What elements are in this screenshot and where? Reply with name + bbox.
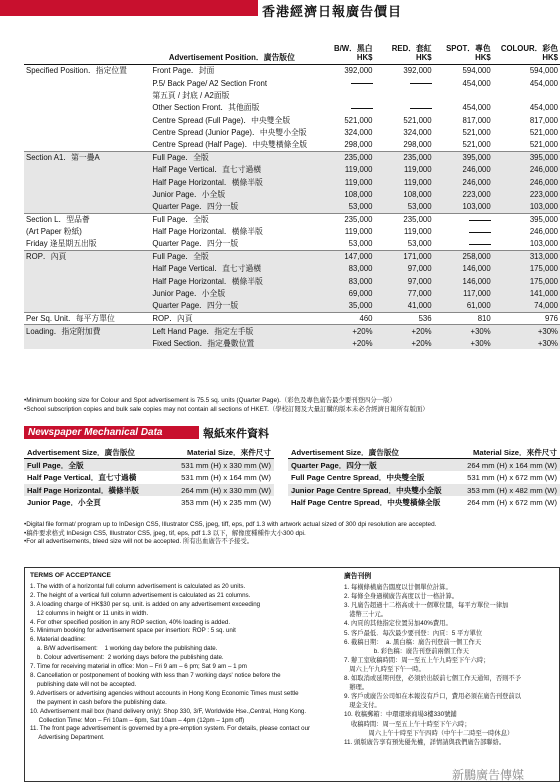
rate-cell-bw: 83,000 (313, 263, 374, 275)
rate-cell-pos: Full Page．全版 (150, 151, 313, 163)
rate-cell-bw: 53,000 (348, 239, 373, 249)
rate-cell-spot: 395,000 (434, 151, 493, 163)
dash-mark (469, 244, 491, 245)
rate-cell-pos: P.5/ Back Page/ A2 Section Front (152, 78, 268, 88)
dash-mark (351, 108, 373, 109)
rate-cell-colour: 175,000 (493, 275, 560, 287)
rate-cell-spot: 810 (434, 312, 493, 324)
terms-zh-item: 11. 頭版廣告享有預先優先權，詳情請與我們廣告部聯絡。 (344, 738, 506, 746)
mechanical-notes (24, 521, 436, 547)
mech-material: 264 mm (H) x 164 mm (W) (457, 459, 560, 472)
note-line: •稿件要求格式 InDesign CS5, Illustrator CS5, jpeg, tif, eps, pdf 1.3 以下，解像度種種件大小300 dpi. (24, 529, 306, 537)
rate-cell-colour: 103,000 (529, 239, 558, 249)
rate-cell-pos: Junior Page．小全版 (150, 288, 313, 300)
rate-cell-spot: 146,000 (434, 263, 493, 275)
rate-cell-pos: Fixed Section．指定疊數位置 (150, 337, 313, 349)
rate-cell-spot: 223,000 (434, 188, 493, 200)
rate-table-body (24, 65, 560, 350)
terms-zh-item: 8. 如取消或延期刊登，必須於出版前七個工作天通知，否則不予 (344, 675, 522, 683)
terms-zh-item: 4. 內頁的其他指定位置另加40%費用。 (344, 620, 452, 628)
rate-cell-spot: 594,000 (434, 65, 493, 77)
rate-row (24, 176, 560, 188)
watermark: 新鵬廣告傳媒 (452, 768, 525, 782)
rate-cell-spot (434, 89, 493, 101)
rate-cell-bw: 35,000 (313, 300, 374, 312)
terms-item: 6. Material deadline: (30, 636, 86, 644)
rate-cell-bw: 119,000 (313, 164, 374, 176)
rate-row (24, 102, 560, 114)
rate-cell-section: Section L．型品薈 (24, 213, 150, 225)
rate-table-header (24, 44, 560, 65)
rate-row (24, 325, 560, 337)
rate-cell-pos: Quarter Page．四分一版 (150, 300, 313, 312)
rate-row (24, 288, 560, 300)
rate-cell-section (24, 139, 150, 151)
rate-cell-red: 41,000 (375, 300, 434, 312)
header-spot: SPOT．專色 HK$ (434, 44, 493, 65)
rate-cell-red: 392,000 (375, 65, 434, 77)
terms-zh-item: 6. 截稿日期： a. 黑白稿：廣告刊登前一個工作天 (344, 638, 482, 646)
rate-cell-colour: 246,000 (529, 227, 558, 237)
rate-cell-colour: 521,000 (529, 128, 558, 138)
rate-cell-pos: Other Section Front．其他面版 (152, 103, 260, 113)
header-colour: COLOUR．彩色 HK$ (493, 44, 560, 65)
rate-cell-bw: 69,000 (313, 288, 374, 300)
rate-cell-bw: +20% (313, 337, 374, 349)
rate-notes (24, 397, 429, 414)
terms-item: publishing date will not be accepted. (30, 680, 137, 688)
rate-cell-red: 324,000 (403, 128, 432, 138)
rate-row (24, 164, 560, 176)
terms-item: 4. For other specified position in any ROP section, 40% loading is added. (30, 618, 231, 626)
rate-cell-colour: 223,000 (493, 188, 560, 200)
rate-cell-bw: 521,000 (344, 115, 373, 125)
terms-zh-item: 辦理。 (344, 684, 369, 692)
rate-cell-pos: Quarter Page．四分一版 (150, 201, 313, 213)
rate-cell-colour (493, 89, 560, 101)
rate-cell-red: 298,000 (403, 140, 432, 150)
mechanical-table-left (24, 446, 274, 509)
rate-cell-spot: 246,000 (434, 176, 493, 188)
note-line: •School subscription copies and bulk sale copies may not contain all sections of HKET.（學校訂閱及大量訂購的版本未必含經濟日報所有版面） (24, 405, 429, 413)
rate-cell-pos: Half Page Horizontal．橫條半版 (152, 227, 263, 237)
terms-zh-item: 港幣三十元。 (344, 611, 388, 619)
rate-cell-bw: 119,000 (313, 176, 374, 188)
rate-cell-bw: 83,000 (313, 275, 374, 287)
rate-cell-pos: Half Page Vertical．直七寸過橫 (150, 164, 313, 176)
mech-size: Half Page Vertical．直七寸過橫 (27, 472, 137, 482)
rate-cell-section (24, 300, 150, 312)
rate-cell-bw: 298,000 (344, 140, 373, 150)
rate-cell-colour: 246,000 (493, 176, 560, 188)
rate-cell-bw: 108,000 (313, 188, 374, 200)
rate-cell-pos: Half Page Horizontal．橫條半版 (150, 275, 313, 287)
mech-row (24, 496, 274, 509)
mech-size: Junior Page Centre Spread．中央雙小全版 (288, 484, 457, 497)
rate-cell-pos: Junior Page．小全版 (150, 188, 313, 200)
rate-cell-spot: 258,000 (434, 250, 493, 262)
rate-cell-pos: Centre Spread (Full Page)．中央雙全版 (152, 115, 291, 125)
rate-row (24, 250, 560, 262)
rate-row (24, 65, 560, 77)
note-line: •Digital file format/ program up to InDesign CS5, Illustrator CS5, jpeg, tiff, eps, pdf 1.3 with artwork actual sized of 300 dpi resolution are accepted. (24, 521, 437, 528)
rate-cell-pos: Half Page Horizontal．橫條半版 (150, 176, 313, 188)
rate-cell-red: 53,000 (375, 201, 434, 213)
rate-cell-red: 53,000 (407, 239, 432, 249)
rate-cell-colour: 454,000 (529, 78, 558, 88)
rate-row (24, 337, 560, 349)
rate-cell-red: 536 (375, 312, 434, 324)
terms-item: 1. The width of a horizontal full column advertisement is calculated as 20 units. (30, 582, 246, 590)
rate-cell-section (24, 201, 150, 213)
terms-zh-title: 廣告刊例 (344, 573, 372, 580)
rate-cell-section (24, 188, 150, 200)
rate-row (24, 126, 560, 138)
rate-cell-colour: 395,000 (493, 213, 560, 225)
rate-row (24, 188, 560, 200)
mech-size: Junior Page．小全頁 (27, 498, 101, 508)
rate-cell-red: 235,000 (375, 213, 434, 225)
rate-cell-red (375, 77, 434, 89)
rate-row (24, 300, 560, 312)
rate-cell-section: ROP．內頁 (24, 250, 150, 262)
rate-row (24, 139, 560, 151)
rate-cell-pos: 第五頁 / 封底 / A2面版 (152, 90, 230, 100)
rate-cell-spot: 246,000 (434, 164, 493, 176)
terms-item: 9. Advertisers or advertising agencies without accounts in Hong Kong Economic Times must settle (30, 689, 299, 697)
rate-cell-bw: 235,000 (313, 213, 374, 225)
rate-cell-spot: 521,000 (462, 128, 491, 138)
rate-cell-red: 77,000 (375, 288, 434, 300)
terms-item: 10. Advertisement mail box (hand delivery only): Shop 330, 3/F, Worldwide Hse.,Central, Hong Kong. (30, 707, 307, 715)
rate-cell-bw: 460 (313, 312, 374, 324)
rate-cell-bw: 235,000 (313, 151, 374, 163)
mech-size: Full Page Centre Spread．中央雙全版 (291, 472, 425, 482)
terms-zh-item: 周六上午九時至下午一時。 (344, 665, 425, 673)
rate-cell-section (24, 114, 150, 126)
rate-cell-section: (Art Paper 粉紙) (26, 227, 82, 237)
dash-mark (410, 108, 432, 109)
terms-item: 5. Minimum booking for advertisement space per insertion: ROP : 5 sq. unit (30, 627, 236, 635)
rate-cell-section (24, 263, 150, 275)
rate-cell-spot (434, 238, 493, 250)
rate-cell-section: Specified Position．指定位置 (24, 65, 150, 77)
terms-item: a. B/W advertisement: 1 working day before the publishing date. (30, 645, 218, 653)
rate-cell-section: Friday 逢星期五出版 (26, 239, 97, 249)
mech-row (288, 496, 560, 509)
rate-cell-bw: 119,000 (344, 227, 373, 237)
mech-header-material: Material Size．來件尺寸 (162, 446, 274, 459)
rate-cell-section: Per Sq. Unit．每平方單位 (24, 312, 150, 324)
rate-cell-pos: ROP．內頁 (150, 312, 313, 324)
terms-item: 12 columns in height or 11 units in width. (30, 609, 149, 617)
note-line: •For all advertisements, bleed size will not be accepted. 所有出血廣告不予接受。 (24, 538, 254, 546)
rate-cell-section (24, 102, 150, 114)
rate-cell-bw: 53,000 (313, 201, 374, 213)
rate-cell-spot: 61,000 (434, 300, 493, 312)
rate-cell-spot: 521,000 (462, 140, 491, 150)
rate-cell-spot: +30% (434, 337, 493, 349)
rate-row (24, 312, 560, 324)
header-bw: B/W．黑白 HK$ (313, 44, 374, 65)
dash-mark (410, 83, 432, 84)
rate-cell-section (24, 288, 150, 300)
rate-cell-colour: 313,000 (493, 250, 560, 262)
mech-header-size: Advertisement Size．廣告版位 (288, 446, 457, 459)
rate-cell-red: +20% (375, 337, 434, 349)
terms-zh-item: b. 彩色稿：廣告刊登前兩個工作天 (344, 647, 469, 655)
mech-material: 353 mm (H) x 482 mm (W) (457, 484, 560, 497)
rate-cell-pos: Centre Spread (Junior Page)．中央雙小全版 (152, 128, 307, 138)
rate-cell-colour: 976 (493, 312, 560, 324)
rate-row (24, 263, 560, 275)
rate-row (24, 89, 560, 101)
terms-item: the payment in cash before the publishing date. (30, 698, 167, 706)
rate-row (24, 226, 560, 238)
rate-cell-colour: 817,000 (529, 115, 558, 125)
rate-cell-colour: 246,000 (493, 164, 560, 176)
rate-cell-colour: 103,000 (493, 201, 560, 213)
rate-cell-red: +20% (375, 325, 434, 337)
terms-item: Collection Time: Mon – Fri 10am – 6pm, Sat 10am – 4pm (12pm – 1pm off) (30, 716, 245, 724)
rate-cell-section (24, 337, 150, 349)
rate-cell-red: 97,000 (375, 275, 434, 287)
terms-zh-item: 現金支付。 (344, 702, 381, 710)
rate-cell-spot: +30% (434, 325, 493, 337)
rate-cell-red: 119,000 (375, 164, 434, 176)
rate-cell-colour: 175,000 (493, 263, 560, 275)
mech-row (24, 484, 274, 497)
rate-cell-pos: Half Page Vertical．直七寸過橫 (150, 263, 313, 275)
rate-cell-bw (313, 89, 374, 101)
rate-cell-red: 235,000 (375, 151, 434, 163)
rate-cell-section (24, 126, 150, 138)
rate-cell-pos: Full Page．全版 (150, 250, 313, 262)
mech-size: Half Page Horizontal．橫條半版 (24, 484, 162, 497)
rate-cell-red (375, 102, 434, 114)
dash-mark (351, 83, 373, 84)
terms-item: Advertising Department. (30, 734, 105, 742)
rate-cell-pos: Front Page．封面 (150, 65, 313, 77)
rate-cell-spot: 146,000 (434, 275, 493, 287)
rate-cell-bw (313, 77, 374, 89)
terms-en (30, 572, 330, 743)
terms-zh-item: 收稿時間：周一至五上午十時至下午六時； (344, 720, 471, 728)
rate-cell-red (375, 89, 434, 101)
rate-row (24, 213, 560, 225)
mech-size: Quarter Page．四分一版 (288, 459, 457, 472)
rate-cell-section: Section A1．第一疊A (24, 151, 150, 163)
terms-zh-item: 1. 每橫條橫廣告闊度以廿個單位計算。 (344, 584, 452, 592)
mech-size: Half Page Centre Spread．中央雙橫條全版 (291, 498, 441, 508)
terms-item: 2. The height of a vertical full column advertisement is calculated as 21 columns. (30, 591, 251, 599)
mech-row (288, 484, 560, 497)
rate-cell-red: 521,000 (403, 115, 432, 125)
rate-cell-section (24, 77, 150, 89)
rate-cell-red: 97,000 (375, 263, 434, 275)
rate-cell-pos: Centre Spread (Half Page)．中央雙橫條全版 (152, 140, 308, 150)
mech-row (24, 459, 274, 472)
terms-zh-item: 周六上午十時至下午四時（中午十二時至一時休息） (344, 729, 514, 737)
rate-cell-section (24, 275, 150, 287)
rate-cell-bw: 392,000 (313, 65, 374, 77)
rate-cell-red: 108,000 (375, 188, 434, 200)
rate-cell-red: 119,000 (404, 227, 432, 237)
rate-cell-colour: 521,000 (529, 140, 558, 150)
mech-row (24, 471, 274, 484)
mech-material: 353 mm (H) x 235 mm (W) (181, 498, 271, 508)
mechanical-title-en: Newspaper Mechanical Data (24, 426, 199, 439)
dash-mark (469, 232, 491, 233)
mech-row (288, 459, 560, 472)
mech-material: 531 mm (H) x 672 mm (W) (467, 472, 557, 482)
terms-zh (344, 572, 556, 747)
rate-cell-bw (313, 102, 374, 114)
rate-cell-section (24, 176, 150, 188)
rate-cell-bw: 147,000 (313, 250, 374, 262)
mech-material: 264 mm (H) x 330 mm (W) (162, 484, 274, 497)
header-bar (0, 0, 560, 19)
terms-zh-item: 10. 收稿郵箱：中環環球商場3樓330號鋪 (344, 711, 457, 719)
rate-row (24, 77, 560, 89)
terms-zh-item: 2. 每條全身過橫廣告高度以廿一格計算。 (344, 593, 459, 601)
rate-cell-section: Loading．指定附加費 (24, 325, 150, 337)
rate-cell-pos: Quarter Page．四分一版 (152, 239, 239, 249)
terms-item: 11. The front page advertisement is governed by a pre-emption system. For details, please contact our (30, 725, 311, 733)
mech-header-size: Advertisement Size．廣告版位 (24, 446, 162, 459)
terms-zh-item: 7. 辦工室收稿時間：周一至五上午九時至下午六時； (344, 656, 490, 664)
rate-cell-spot: 103,000 (434, 201, 493, 213)
rate-cell-colour: 74,000 (493, 300, 560, 312)
terms-item: 8. Cancellation or postponement of booking with less than 7 working days' notice before the (30, 671, 281, 679)
rate-cell-colour: 141,000 (493, 288, 560, 300)
terms-item: 7. Time for receiving material in office: Mon – Fri 9 am – 6 pm; Sat 9 am – 1 pm (30, 663, 247, 671)
terms-title: TERMS OF ACCEPTANCE (30, 572, 111, 579)
rate-cell-section (24, 89, 150, 101)
rate-row (24, 201, 560, 213)
rate-cell-bw: 324,000 (344, 128, 373, 138)
terms-item: b. Colour advertisement: 2 working days before the publishing date. (30, 654, 224, 662)
dash-mark (469, 220, 491, 221)
rate-cell-colour: +30% (493, 325, 560, 337)
terms-zh-item: 3. 凡廣告超過十二格高或十一個單位闊，每平方單位一律加 (344, 602, 509, 610)
header-position: Advertisement Position．廣告版位 (150, 44, 313, 65)
mech-row (288, 471, 560, 484)
rate-cell-pos: Left Hand Page．指定左手版 (150, 325, 313, 337)
terms-item: 3. A loading charge of HK$30 per sq. unit. is added on any advertisement exceeding (30, 600, 261, 608)
rate-cell-colour: 395,000 (493, 151, 560, 163)
rate-row (24, 114, 560, 126)
rate-cell-spot: 454,000 (462, 78, 491, 88)
mech-size: Full Page．全版 (24, 459, 162, 472)
rate-cell-red: 119,000 (375, 176, 434, 188)
header-red: RED．套紅 HK$ (375, 44, 434, 65)
rate-cell-spot: 817,000 (462, 115, 491, 125)
rate-cell-colour: 594,000 (493, 65, 560, 77)
rate-table (24, 44, 560, 349)
header-red-strip (0, 0, 258, 16)
rate-cell-spot (434, 226, 493, 238)
page-title: 香港經濟日報廣告價目 (262, 4, 403, 19)
mech-material: 264 mm (H) x 672 mm (W) (467, 498, 557, 508)
rate-cell-spot (434, 213, 493, 225)
rate-cell-colour: +30% (493, 337, 560, 349)
terms-zh-item: 9. 客戶或廣告公司如在本報沒有戶口，費用必須在廣告刊登前以 (344, 693, 522, 701)
rate-cell-section (24, 164, 150, 176)
rate-cell-bw: +20% (313, 325, 374, 337)
rate-cell-colour: 454,000 (529, 103, 558, 113)
note-line: •Minimum booking size for Colour and Spot advertisement is 75.5 sq. units (Quarter Page).（彩色及專色廣告最少要刊登四分一版） (24, 397, 396, 404)
rate-cell-spot: 117,000 (434, 288, 493, 300)
mechanical-title-zh: 報紙來件資料 (203, 428, 269, 440)
rate-row (24, 238, 560, 250)
mechanical-table-right (288, 446, 560, 509)
mech-material: 531 mm (H) x 330 mm (W) (162, 459, 274, 472)
rate-cell-pos: Full Page．全版 (150, 213, 313, 225)
rate-row (24, 275, 560, 287)
rate-cell-spot: 454,000 (462, 103, 491, 113)
terms-zh-item: 5. 客戶最低．每次最少要刊登：內頁：5 平方單位 (344, 629, 483, 637)
mech-header-material: Material Size．來件尺寸 (457, 446, 560, 459)
rate-cell-red: 171,000 (375, 250, 434, 262)
rate-row (24, 151, 560, 163)
mech-material: 531 mm (H) x 164 mm (W) (181, 472, 271, 482)
